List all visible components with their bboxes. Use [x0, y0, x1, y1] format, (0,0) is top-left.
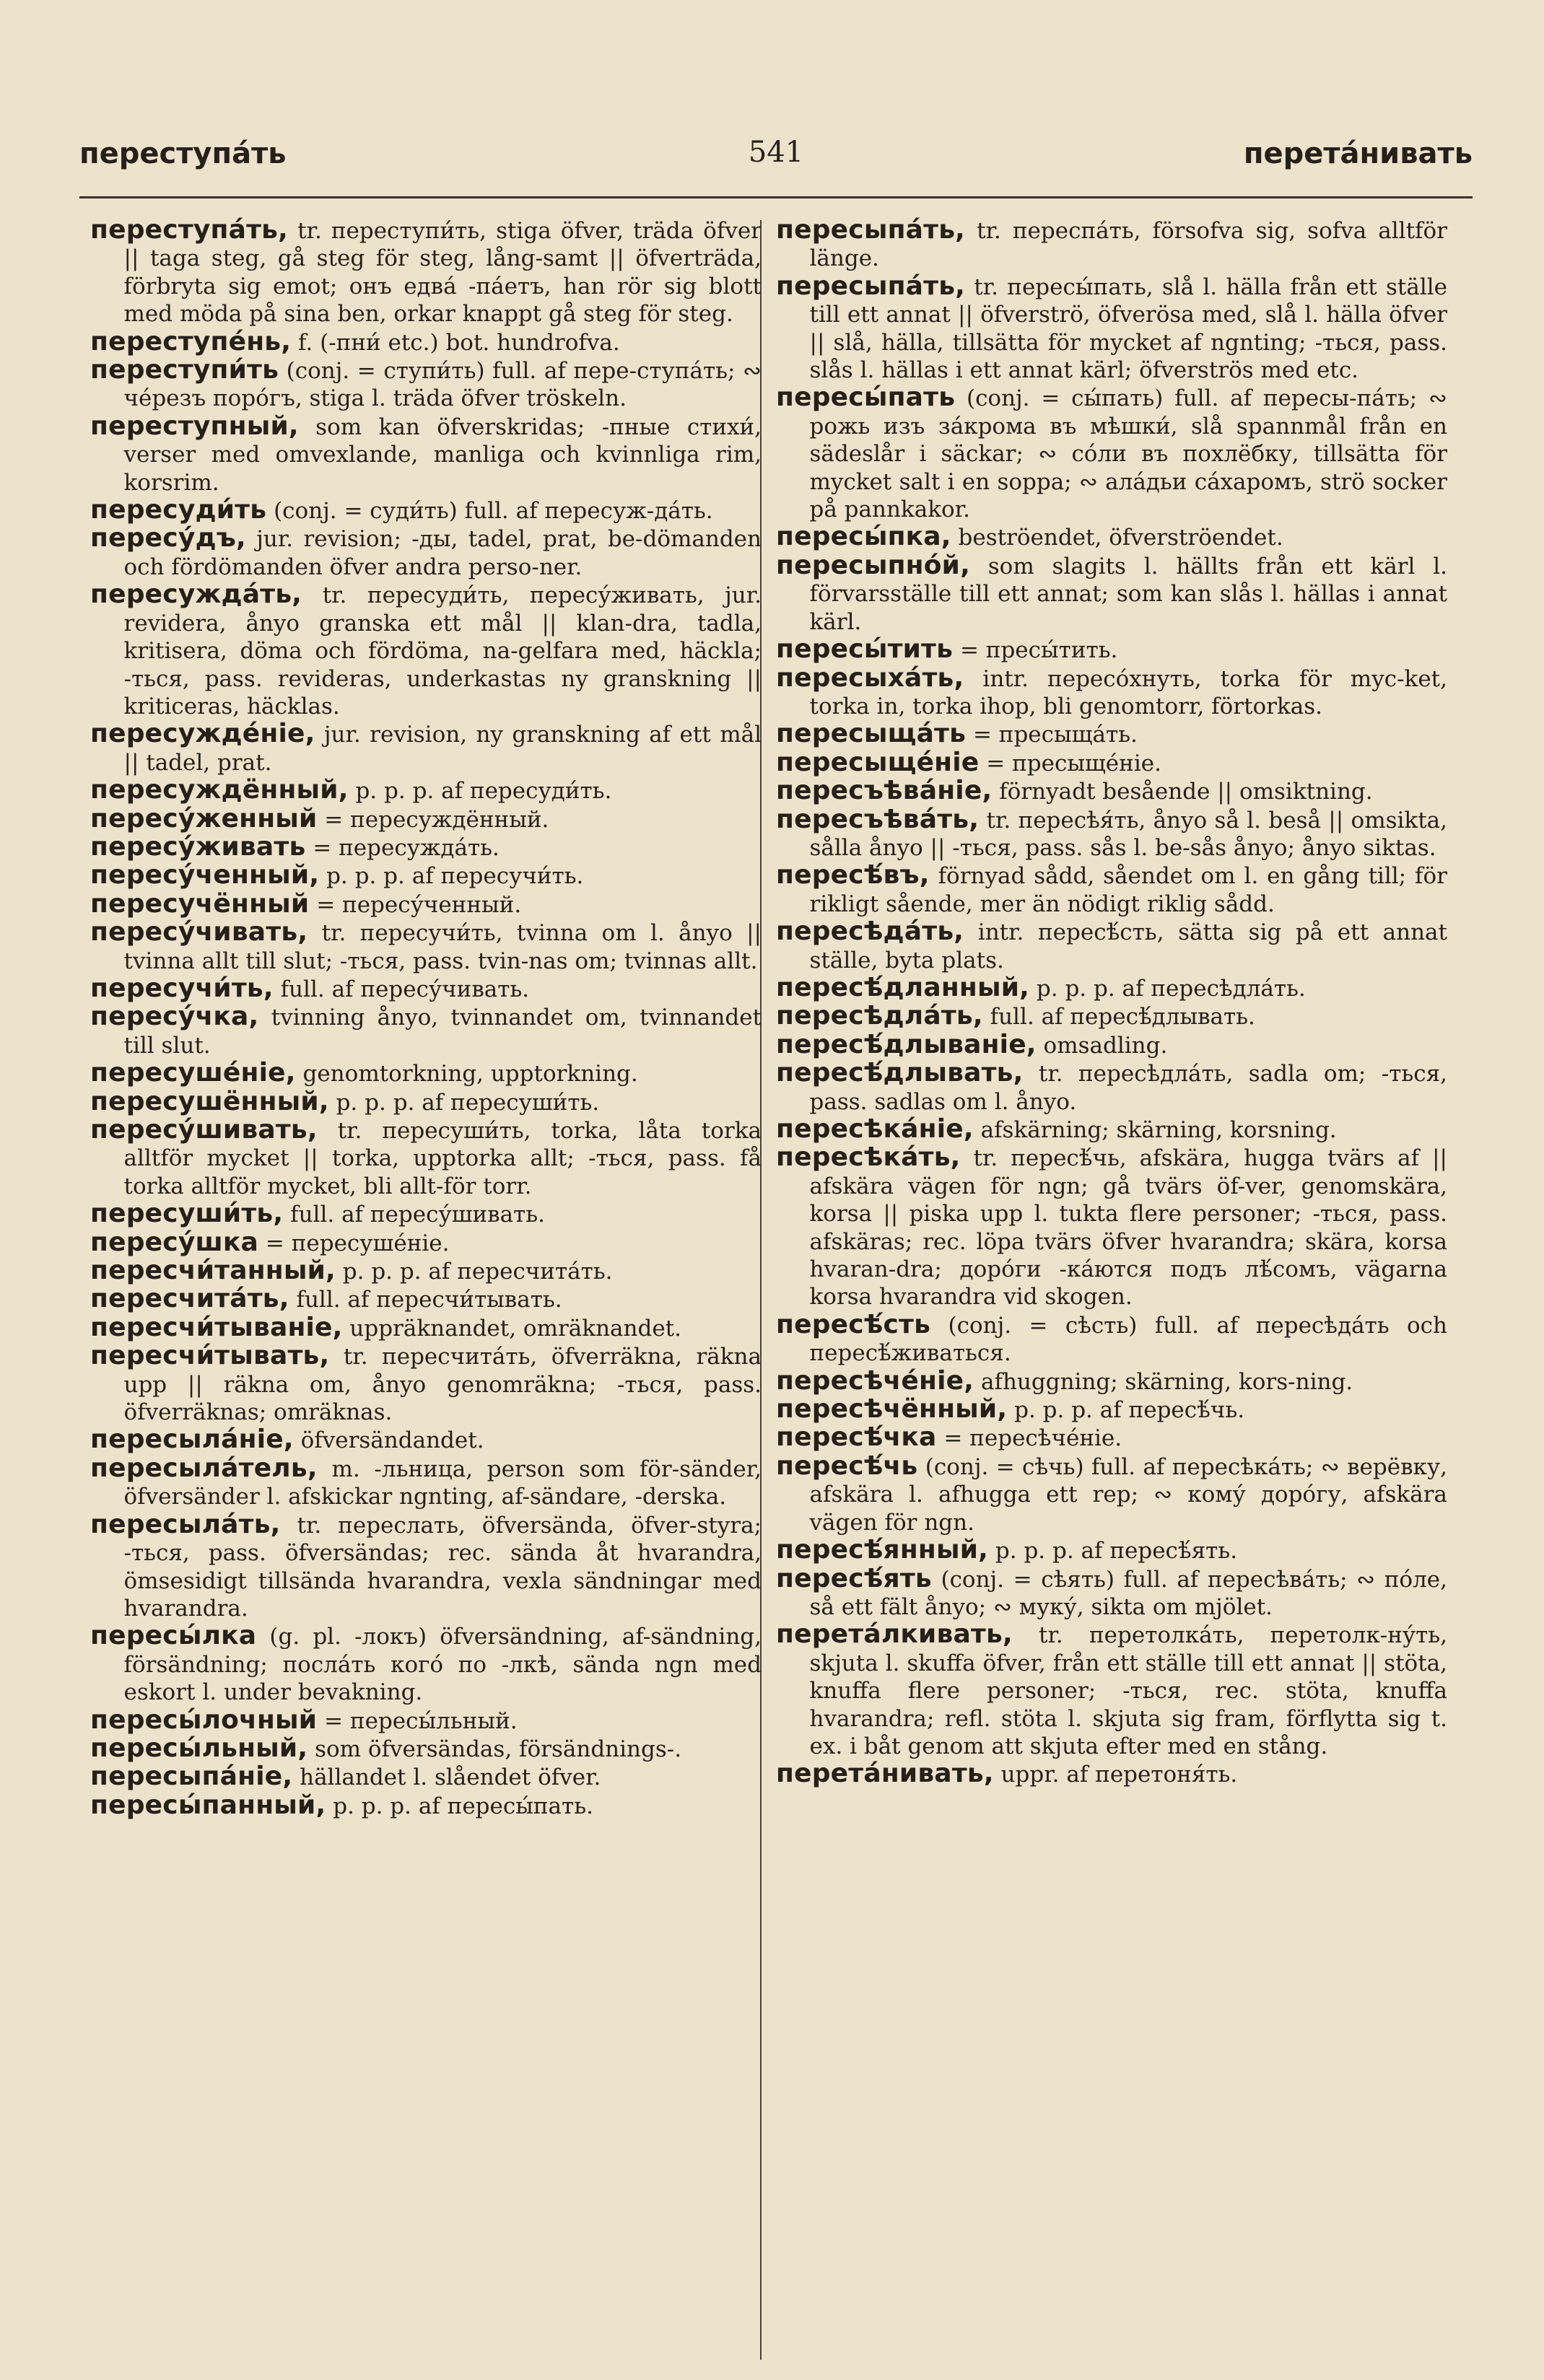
- entry-headword: перета́нивать,: [776, 1759, 994, 1789]
- entry-headword: перета́лкивать,: [776, 1619, 1013, 1650]
- entry-definition: afskärning; skärning, korsning.: [973, 1117, 1337, 1143]
- entry-headword: пересы́пка,: [776, 522, 951, 552]
- entry-headword: пересы́тить: [776, 634, 954, 665]
- entry-headword: пересуши́ть,: [90, 1199, 284, 1229]
- entry-definition: full. af пересу́шивать.: [283, 1202, 545, 1228]
- dictionary-entry: [776, 216, 1447, 273]
- entry-headword: пересѣчённый,: [776, 1394, 1008, 1425]
- dictionary-entry: [90, 888, 762, 919]
- entry-headword: пересчи́тывать,: [90, 1341, 330, 1371]
- entry-definition: förnyad sådd, såendet om l. en gång till; för rikligt sående, mer än nödigt riklig sådd.: [809, 863, 1447, 917]
- dictionary-entry: [776, 1059, 1447, 1116]
- entry-definition: (conj. = сѣсть) full. af пересѣда́ть och пересѣ́живаться.: [809, 1312, 1447, 1367]
- entry-definition: hällandet l. slåendet öfver.: [292, 1764, 601, 1791]
- entry-definition: tr. пересы́пать, slå l. hälla från ett ställe till ett annat || öfverströ, öfverösa med, slå l. hälla öfver || slå, hälla, tillsätta för mycket af ngnting; -ться, pass. slås l. hällas i ett annat kärl; öfverströs med etc.: [809, 274, 1447, 384]
- dictionary-entry: [776, 1453, 1447, 1536]
- entry-definition: = пресы́тить.: [953, 637, 1118, 664]
- entry-definition: intr. пересо́хнуть, torka för myc-ket, torka in, torka ihop, bli genomtorr, förtorkas.: [809, 665, 1447, 719]
- header-rule: [79, 196, 1473, 198]
- dictionary-entry: [90, 862, 762, 890]
- entry-definition: jur. revision; -ды, tadel, prat, be-dömanden och fördömanden öfver andra perso-ner.: [123, 526, 762, 580]
- entry-headword: пересыла́ть,: [90, 1509, 281, 1539]
- dictionary-entry: [776, 1002, 1447, 1031]
- dictionary-entry: [776, 918, 1447, 974]
- right-column: [776, 216, 1447, 1789]
- dictionary-entry: [776, 1621, 1447, 1760]
- dictionary-entry: [776, 273, 1447, 385]
- entry-headword: пересы́льный,: [90, 1733, 308, 1763]
- entry-definition: p. p. p. af пересѣ́ять.: [988, 1538, 1238, 1565]
- dictionary-entry: [90, 776, 762, 805]
- dictionary-entry: [776, 1311, 1447, 1368]
- entry-definition: (conj. = сѣчь) full. af пересѣка́ть; ∾ верёвку, afskära l. afhugga ett rep; ∾ кому́ доро́гу, afskära vägen för ngn.: [809, 1453, 1447, 1536]
- entry-definition: jur. revision, ny granskning af ett mål || tadel, prat.: [123, 722, 762, 776]
- entry-headword: пересу́шка: [90, 1227, 259, 1257]
- entry-headword: пересыла́ніе,: [90, 1425, 294, 1455]
- entry-definition: tr. пересѣ́чь, afskära, hugga tvärs af || afskära vägen för ngn; gå tvärs öf-ver, genomskära, korsa || piska upp l. tukta flere personer; -ться, pass. afskäras; rec. löpa tvärs öfver hvarandra; skära, korsa hvaran-dra; доро́ги -ка́ются подъ лѣ́сомъ, vägarna korsa hvarandra vid skogen.: [809, 1145, 1447, 1311]
- entry-definition: tr. переступи́ть, stiga öfver, träda öfver || taga steg, gå steg för steg, lång-samt || öfverträda, förbryta sig emot; онъ едва́ -па́етъ, han rör sig blott med möda på sina ben, orkar knappt gå steg för steg.: [123, 218, 762, 328]
- dictionary-entry: [90, 1088, 762, 1116]
- entry-headword: пересъѣва́ть,: [776, 804, 980, 834]
- entry-headword: пересчи́танный,: [90, 1256, 336, 1286]
- entry-definition: (g. pl. -локъ) öfversändning, af-sändning, försändning; посла́ть кого́ по -лкѣ, sända ngn med eskort l. under bevakning.: [123, 1624, 762, 1706]
- dictionary-entry: [776, 384, 1447, 523]
- entry-headword: пересѣ́чь: [776, 1451, 918, 1481]
- dictionary-entry: [776, 720, 1447, 748]
- dictionary-entry: [776, 1536, 1447, 1565]
- dictionary-entry: [776, 636, 1447, 664]
- entry-headword: пересу́живать: [90, 831, 306, 862]
- entry-definition: som slagits l. hällts från ett kärl l. förvarsställe till ett annat; som kan slås l. hällas i annat kärl.: [809, 553, 1447, 635]
- entry-headword: пересѣ́длываніе,: [776, 1029, 1037, 1059]
- entry-headword: пересыха́ть,: [776, 662, 964, 693]
- dictionary-entry: [90, 1426, 762, 1454]
- entry-headword: переступный,: [90, 411, 299, 441]
- entry-headword: пересыпа́ніе,: [90, 1762, 293, 1792]
- entry-definition: p. p. p. af пересуши́ть.: [328, 1089, 600, 1116]
- dictionary-entry: [776, 862, 1447, 918]
- dictionary-entry: [90, 1511, 762, 1623]
- entry-definition: uppr. af перетоня́ть.: [993, 1762, 1238, 1788]
- entry-headword: пересу́дъ,: [90, 523, 246, 554]
- page-number: 541: [748, 136, 804, 169]
- entry-definition: full. af пересчи́тывать.: [289, 1287, 562, 1313]
- entry-definition: = пересы́льный.: [317, 1707, 518, 1734]
- dictionary-entry: [776, 749, 1447, 777]
- entry-headword: пересѣдла́ть,: [776, 1001, 983, 1031]
- entry-headword: пересуди́ть: [90, 495, 267, 525]
- dictionary-entry: [776, 974, 1447, 1002]
- entry-headword: пересу́женный: [90, 803, 318, 834]
- header-left-guideword: переступа́ть: [79, 137, 287, 170]
- entry-headword: пересы́пать: [776, 382, 956, 413]
- entry-headword: пересчита́ть,: [90, 1284, 289, 1314]
- dictionary-entry: [90, 1257, 762, 1285]
- entry-headword: пересучённый: [90, 888, 310, 919]
- dictionary-entry: [776, 777, 1447, 805]
- entry-headword: пересѣ́ять: [776, 1563, 932, 1593]
- dictionary-entry: [90, 720, 762, 776]
- entry-definition: intr. пересѣ́сть, sätta sig på ett annat ställe, byta plats.: [809, 919, 1447, 974]
- entry-headword: пересчи́тываніе,: [90, 1312, 343, 1342]
- entry-definition: p. p. p. af пересучи́ть.: [319, 863, 584, 890]
- entry-definition: uppräknandet, omräknandet.: [342, 1315, 681, 1342]
- entry-headword: пересѣ́чка: [776, 1422, 937, 1453]
- entry-definition: full. af пересѣ́длывать.: [982, 1004, 1255, 1031]
- entry-headword: переступи́ть: [90, 355, 279, 385]
- entry-headword: пересу́шивать,: [90, 1115, 318, 1145]
- header-right-guideword: перета́нивать: [1243, 137, 1473, 170]
- entry-definition: p. p. p. af пересѣ́чь.: [1007, 1397, 1245, 1424]
- entry-definition: genomtorkning, upptorkning.: [295, 1061, 638, 1088]
- entry-definition: tr. пересучи́ть, tvinna om l. ånyo || tvinna allt till slut; -ться, pass. tvin-nas om; tvinnas allt.: [123, 920, 762, 974]
- entry-definition: beströendet, öfverströendet.: [951, 525, 1283, 551]
- entry-definition: som öfversändas, försändnings-.: [308, 1736, 682, 1762]
- entry-headword: пересѣда́ть,: [776, 916, 964, 947]
- entry-headword: пересучи́ть,: [90, 973, 274, 1003]
- entry-headword: пересы́лка: [90, 1621, 257, 1651]
- entry-headword: пересѣ́въ,: [776, 860, 930, 891]
- entry-headword: пересѣ́сть: [776, 1309, 931, 1339]
- dictionary-entry: [90, 581, 762, 720]
- entry-definition: = пересужда́ть.: [305, 834, 500, 861]
- entry-headword: пересуждённый,: [90, 775, 349, 805]
- entry-definition: tr. пересѣдла́ть, sadla om; -ться, pass. sadlas om l. ånyo.: [809, 1061, 1447, 1115]
- dictionary-entry: [90, 413, 762, 496]
- entry-definition: som kan öfverskridas; -пные стихи́, verser med omvexlande, manliga och kvinnliga rim, korsrim.: [123, 414, 762, 496]
- entry-headword: пересушённый,: [90, 1086, 329, 1116]
- dictionary-entry: [90, 1455, 762, 1511]
- entry-definition: tr. пересуди́ть, пересу́живать, jur. revidera, ånyo granska ett mål || klan-dra, tadla, kritisera, döma och fördöma, na-gelfara med, häckla; -ться, pass. revideras, underkastas ny granskning || kriticeras, häcklas.: [123, 582, 762, 719]
- entry-headword: переступа́ть,: [90, 215, 289, 245]
- entry-definition: (conj. = сы́пать) full. af пересы-па́ть; ∾ рожь изъ за́крома въ мѣшки́, slå spannmål från en sädeslår i säckar; ∾ со́ли въ похлёбку, tillsätta för mycket salt i en soppa; ∾ ала́дьи са́харомъ, strö socker på pannkakor.: [809, 385, 1447, 523]
- entry-definition: (conj. = суди́ть) full. af пересуж-да́ть.: [266, 498, 713, 525]
- entry-headword: пересѣ́длывать,: [776, 1058, 1024, 1088]
- dictionary-entry: [90, 1763, 762, 1791]
- dictionary-entry: [90, 328, 762, 356]
- page-header: [79, 130, 1473, 202]
- dictionary-entry: [90, 1285, 762, 1313]
- entry-definition: tr. перетолка́ть, перетолк-ну́ть, skjuta l. skuffa öfver, från ett ställe till ett annat || stöta, knuffa flere personer; -ться, rec. stöta, knuffa hvarandra; refl. stöta l. skjuta sig fram, förflytta sig t. ex. i båt genom att skjuta efter med en stång.: [809, 1622, 1447, 1759]
- dictionary-entry: [776, 1031, 1447, 1059]
- entry-headword: пересъѣва́ніе,: [776, 776, 993, 806]
- dictionary-entry: [90, 831, 762, 862]
- entry-definition: afhuggning; skärning, kors-ning.: [974, 1368, 1353, 1395]
- entry-definition: = пресыще́ніе.: [979, 750, 1161, 776]
- dictionary-entry: [90, 496, 762, 525]
- dictionary-entry: [776, 662, 1447, 721]
- dictionary-entry: [90, 919, 762, 975]
- entry-definition: (conj. = ступи́ть) full. af пере-ступа́ть; ∾ че́резъ поро́гъ, stiga l. träda öfver tröskeln.: [123, 358, 762, 412]
- dictionary-entry: [776, 523, 1447, 551]
- entry-definition: = пересѣче́ніе.: [936, 1425, 1122, 1452]
- entry-headword: пересуше́ніе,: [90, 1058, 296, 1088]
- entry-definition: = пересуждённый.: [317, 806, 549, 833]
- entry-headword: пересѣка́ть,: [776, 1142, 961, 1173]
- entry-headword: пересы́панный,: [90, 1790, 326, 1820]
- entry-headword: пересыпа́ть,: [776, 271, 966, 301]
- entry-definition: f. (-пни́ etc.) bot. hundrofva.: [291, 329, 620, 356]
- dictionary-entry: [90, 1792, 762, 1820]
- entry-definition: p. p. p. af пересы́пать.: [326, 1793, 593, 1819]
- dictionary-entry: [776, 1116, 1447, 1144]
- dictionary-entry: [90, 1707, 762, 1735]
- entry-definition: öfversändandet.: [293, 1427, 484, 1454]
- entry-headword: пересыща́ть: [776, 719, 967, 749]
- dictionary-entry: [90, 1342, 762, 1426]
- dictionary-entry: [90, 1314, 762, 1342]
- entry-headword: переступе́нь,: [90, 326, 292, 356]
- entry-definition: p. p. p. af пересчита́ть.: [335, 1259, 613, 1285]
- dictionary-entry: [776, 1396, 1447, 1424]
- entry-definition: p. p. p. af пересѣдла́ть.: [1029, 975, 1306, 1002]
- entry-definition: p. p. p. af пересуди́ть.: [348, 778, 612, 805]
- entry-definition: tr. переслать, öfversända, öfver-styra; -ться, pass. öfversändas; rec. sända åt hvarandra, ömsesidigt tillsända hvarandra, vexla sändningar med hvarandra.: [123, 1512, 762, 1622]
- dictionary-entry: [90, 975, 762, 1003]
- entry-definition: tr. пересчита́ть, öfverräkna, räkna upp || räkna om, ånyo genomräkna; -ться, pass. öfverräknas; omräknas.: [123, 1344, 762, 1426]
- entry-headword: пересыпа́ть,: [776, 215, 966, 245]
- dictionary-entry: [90, 1229, 762, 1257]
- dictionary-entry: [90, 1059, 762, 1088]
- entry-headword: пересыла́тель,: [90, 1453, 318, 1483]
- entry-definition: förnyadt besående || omsiktning.: [992, 779, 1373, 805]
- entry-headword: пересѣче́ніе,: [776, 1365, 974, 1396]
- entry-definition: (conj. = сѣять) full. af пересѣва́ть; ∾ по́ле, så ett fält ånyo; ∾ муку́, sikta om mjölet.: [809, 1566, 1447, 1620]
- dictionary-entry: [90, 1200, 762, 1228]
- dictionary-entry: [776, 1565, 1447, 1622]
- entry-headword: пересу́чка,: [90, 1002, 259, 1032]
- entry-definition: = пересуше́ніе.: [258, 1230, 450, 1256]
- entry-headword: пересу́чивать,: [90, 917, 308, 948]
- dictionary-entry: [776, 806, 1447, 862]
- left-column: [90, 216, 762, 1820]
- dictionary-entry: [90, 356, 762, 413]
- dictionary-entry: [90, 1622, 762, 1706]
- entry-definition: tr. переспа́ть, försofva sig, sofva alltför länge.: [809, 218, 1447, 272]
- entry-headword: пересы́лочный: [90, 1705, 318, 1735]
- column-divider: [760, 220, 762, 2360]
- dictionary-entry: [776, 552, 1447, 636]
- dictionary-entry: [90, 1116, 762, 1200]
- entry-definition: = пресыща́ть.: [966, 722, 1138, 748]
- entry-headword: пересыще́ніе: [776, 747, 980, 777]
- entry-headword: пересу́ченный,: [90, 860, 320, 891]
- entry-definition: full. af пересу́чивать.: [273, 976, 530, 1002]
- entry-headword: пересужде́ніе,: [90, 719, 315, 749]
- dictionary-entry: [90, 1003, 762, 1059]
- entry-definition: tvinning ånyo, tvinnandet om, tvinnandet till slut.: [123, 1005, 762, 1059]
- entry-definition: tr. пересѣя́ть, ånyo så l. beså || omsikta, sålla ånyo || -ться, pass. sås l. be-sås ånyo; ånyo siktas.: [809, 807, 1447, 861]
- dictionary-entry: [90, 525, 762, 581]
- entry-headword: пересѣ́янный,: [776, 1535, 989, 1565]
- dictionary-entry: [776, 1365, 1447, 1396]
- dictionary-entry: [90, 805, 762, 834]
- entry-definition: tr. пересуши́ть, torka, låta torka alltför mycket || torka, upptorka allt; -ться, pass. få torka alltför mycket, bli allt-för torr.: [123, 1118, 762, 1199]
- entry-headword: пересѣ́дланный,: [776, 972, 1030, 1002]
- entry-definition: omsadling.: [1036, 1032, 1168, 1059]
- entry-definition: = пересу́ченный.: [309, 891, 522, 918]
- dictionary-entry: [90, 216, 762, 328]
- dictionary-entry: [90, 1735, 762, 1763]
- entry-headword: пересѣка́ніе,: [776, 1114, 974, 1144]
- entry-headword: пересыпно́й,: [776, 550, 970, 580]
- entry-definition: m. -льница, person som för-sänder, öfversänder l. afskickar ngnting, af-sändare, -derska.: [123, 1456, 762, 1510]
- dictionary-entry: [776, 1424, 1447, 1452]
- dictionary-entry: [776, 1760, 1447, 1788]
- entry-headword: пересужда́ть,: [90, 579, 302, 610]
- dictionary-entry: [776, 1144, 1447, 1311]
